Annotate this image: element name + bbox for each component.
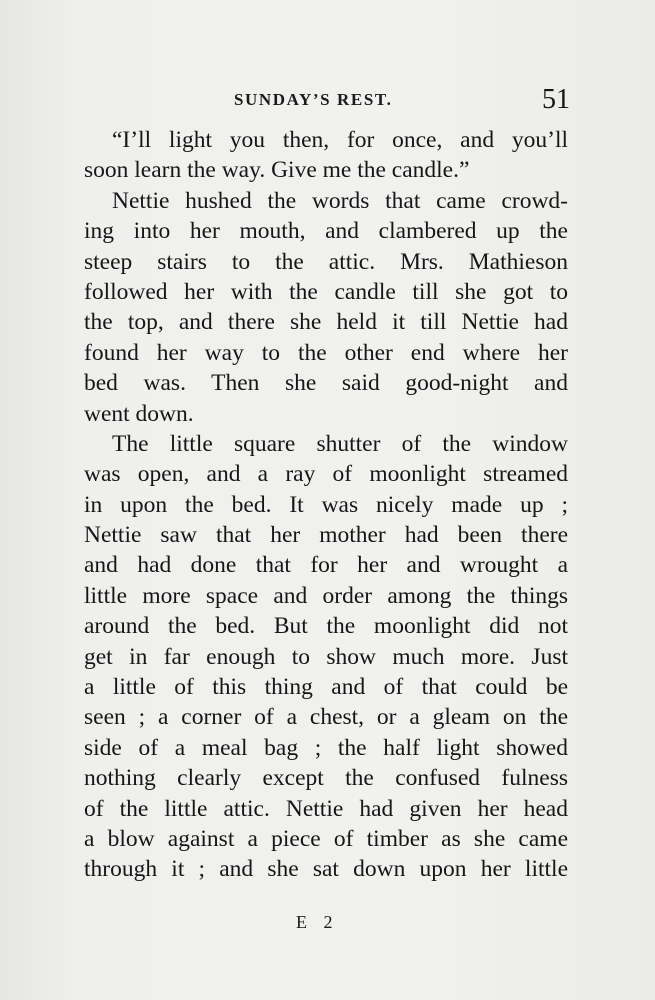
body-text [84,125,568,885]
page-header [82,84,572,120]
text-line: soon learn the way. Give me the candle.” [84,157,470,184]
text-line: “I’ll light you then, for once, and you’ll [112,127,568,153]
text-line: get in far enough to show much more. Just [84,643,568,670]
signature-mark: E 2 [296,912,339,932]
text-line: went down. [84,400,194,427]
text-line: the top, and there she held it till Nettie had [84,309,568,336]
text-line: a blow against a piece of timber as she came [84,825,568,852]
text-line: was open, and a ray of moonlight streamed [84,461,568,488]
text-line: in upon the bed. It was nicely made up ; [84,491,568,518]
text-line: steep stairs to the attic. Mrs. Mathieson [84,248,568,275]
text-line: followed her with the candle till she got to [84,278,568,305]
running-head: SUNDAY’S REST. [234,90,393,109]
text-line: bed was. Then she said good-night and [84,370,568,397]
text-line: around the bed. But the moonlight did not [84,613,568,640]
text-line: seen ; a corner of a chest, or a gleam on the [84,704,568,731]
text-line: nothing clearly except the confused fulness [84,765,568,792]
text-line: and had done that for her and wrought a [84,552,568,579]
text-line: a little of this thing and of that could be [84,674,568,701]
text-line: Nettie saw that her mother had been there [84,522,568,549]
text-line: The little square shutter of the window [112,430,568,457]
text-line: side of a meal bag ; the half light showed [84,734,568,761]
text-line: little more space and order among the things [84,582,568,609]
text-line: of the little attic. Nettie had given her head [84,795,568,822]
text-line: through it ; and she sat down upon her little [84,856,568,883]
text-line: Nettie hushed the words that came crowd- [112,187,568,214]
text-line: ing into her mouth, and clambered up the [84,218,568,245]
text-line: found her way to the other end where her [84,339,568,366]
page-number: 51 [542,84,570,115]
